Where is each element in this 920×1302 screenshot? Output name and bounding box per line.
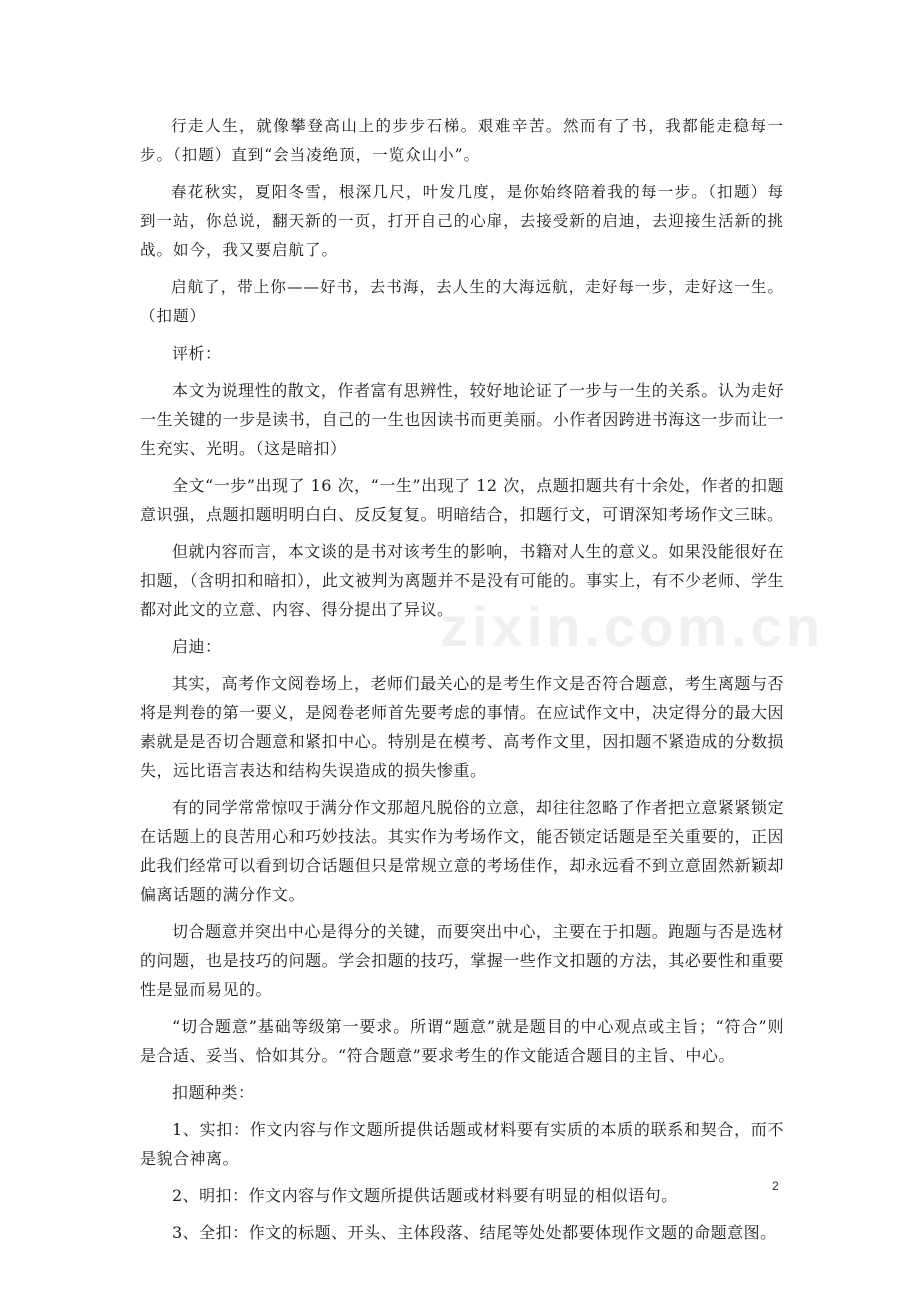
insight-heading: 启迪： <box>172 637 222 656</box>
insight-paragraph-3: 切合题意并突出中心是得分的关键，而要突出中心，主要在于扣题。跑题与否是选材的问题，也是技巧的问题。学会扣题的技巧，掌握一些作文扣题的方法，其必要性和重要性是显而易见的。 <box>140 922 784 999</box>
insight-paragraph-4: “切合题意”基础等级第一要求。所谓“题意”就是题目的中心观点或主旨；“符合”则是合适、妥当、恰如其分。“符合题意”要求考生的作文能适合题目的主旨、中心。 <box>140 1017 784 1065</box>
insight-paragraph-1: 其实，高考作文阅卷场上，老师们最关心的是考生作文是否符合题意，考生离题与否将是判卷的第一要义，是阅卷老师首先要考虑的事情。在应试作文中，决定得分的最大因素就是是否切合题意和紧扣中心。特别是在模考、高考作文里，因扣题不紧造成的分数损失，远比语言表达和结构失误造成的损失惨重。 <box>140 674 784 780</box>
essay-paragraph-3: 启航了，带上你——好书，去书海，去人生的大海远航，走好每一步，走好这一生。（扣题） <box>140 278 784 325</box>
page-number: 2 <box>772 1179 779 1193</box>
types-heading: 扣题种类： <box>172 1083 255 1102</box>
essay-paragraph-2: 春花秋实，夏阳冬雪，根深几尺，叶发几度，是你始终陪着我的每一步。（扣题）每到一站，你总说，翻天新的一页，打开自己的心扉，去接受新的启迪，去迎接生活新的挑战。如今，我又要启航了。 <box>140 183 784 259</box>
type-item-2: 2、明扣：作文内容与作文题所提供话题或材料要有明显的相似语句。 <box>172 1186 678 1205</box>
body-text <box>140 112 784 1255</box>
essay-paragraph-1: 行走人生，就像攀登高山上的步步石梯。艰难辛苦。然而有了书，我都能走稳每一步。（扣题）直到“会当凌绝顶，一览众山小”。 <box>140 117 784 164</box>
type-item-3: 3、全扣：作文的标题、开头、主体段落、结尾等处处都要体现作文题的命题意图。 <box>172 1223 777 1242</box>
commentary-paragraph-2: 全文“一步”出现了 16 次，“一生”出现了 12 次，点题扣题共有十余处，作者的扣题意识强，点题扣题明明白白、反反复复。明暗结合，扣题行文，可谓深知考场作文三昧。 <box>140 476 784 524</box>
watermark: zixin.com.cn <box>440 595 825 658</box>
insight-paragraph-2: 有的同学常常惊叹于满分作文那超凡脱俗的立意，却往往忽略了作者把立意紧紧锁定在话题上的良苦用心和巧妙技法。其实作为考场作文，能否锁定话题是至关重要的，正因此我们经常可以看到切合话题但只是常规立意的考场佳作，却永远看不到立意固然新颖却偏离话题的满分作文。 <box>140 798 784 904</box>
commentary-paragraph-3: 但就内容而言，本文谈的是书对该考生的影响，书籍对人生的意义。如果没能很好在扣题，（含明扣和暗扣），此文被判为离题并不是没有可能的。事实上，有不少老师、学生都对此文的立意、内容、得分提出了异议。 <box>140 542 785 619</box>
commentary-paragraph-1: 本文为说理性的散文，作者富有思辨性，较好地论证了一步与一生的关系。认为走好一生关键的一步是读书，自己的一生也因读书而更美丽。小作者因跨进书海这一步而让一生充实、光明。（这是暗扣） <box>140 381 784 458</box>
type-item-1: 1、实扣：作文内容与作文题所提供话题或材料要有实质的本质的联系和契合，而不是貌合神离。 <box>140 1120 784 1168</box>
commentary-heading: 评析： <box>172 344 222 363</box>
